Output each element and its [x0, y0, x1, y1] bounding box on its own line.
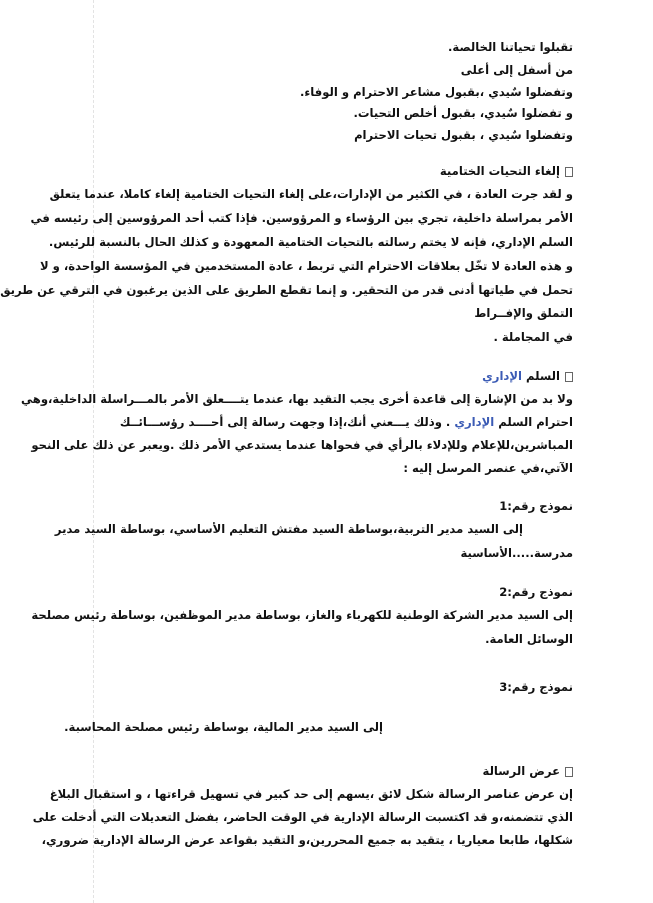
hyperlink-term[interactable]: الإداري	[482, 369, 522, 383]
paragraph-line: التملق والإفــراط	[474, 306, 573, 320]
closing-line: و تفضلوا سٌيدي، بقبول أخلص التحيات.	[353, 106, 573, 120]
bullet-box-icon	[565, 767, 573, 777]
hyperlink-term[interactable]: الإداري	[454, 415, 495, 429]
paragraph-line: و هذه العادة لا تخّل بعلاقات الاحترام التي تربط ، عادة المستخدمين في المؤسسة الواحدة، و لا	[39, 259, 573, 273]
model-line: الوسائل العامة.	[485, 632, 573, 646]
paragraph-line: الذي تتضمنه،و قد اكتسبت الرسالة الإدارية في الوقت الحاضر، بفضل التعديلات التي أدخلت على	[32, 810, 573, 824]
paragraph-line: إن عرض عناصر الرسالة شكل لائق ،يسهم إلى حد كبير في تسهيل قراءتها ، و استقبال البلاغ	[49, 787, 573, 801]
paragraph-line: السلم الإداري، فإنه لا يختم رسالته بالتحيات الختامية المعهودة و كذلك الحال بالنسبة للرئيس.	[48, 235, 573, 249]
section-heading-text: السلم الإداري	[482, 369, 560, 383]
paragraph-line: الآتي،في عنصر المرسل إليه :	[403, 461, 573, 475]
model-line: إلى السيد مدير التربية،بوساطة السيد مفتش التعليم الأساسي، بوساطة السيد مدير	[54, 522, 523, 536]
paragraph-line: المباشرين،للإعلام وللإدلاء بالرأي في فحواها عندما يستدعي الأمر ذلك .ويعبر عن ذلك على النحو	[31, 438, 573, 452]
section-heading-text: عرض الرسالة	[482, 764, 560, 778]
paragraph-line: و لقد جرت العادة ، في الكثير من الإدارات،على إلغاء التحيات الختامية إلغاء كاملا، عندما يتعلق	[49, 187, 573, 201]
section-heading	[97, 164, 573, 179]
section-heading	[97, 369, 573, 384]
model-line: إلى السيد مدير المالية، بوساطة رئيس مصلحة المحاسبة.	[64, 720, 383, 734]
paragraph-line: شكلها، طابعا معياريا ، يتقيد به جميع المحررين،و التقيد بقواعد عرض الرسالة الإدارية ضروري،	[41, 833, 573, 847]
paragraph-line: في المجاملة .	[493, 330, 573, 344]
section-heading-text: إلغاء التحيات الختامية	[439, 164, 560, 178]
paragraph-line: احترام السلم الإداري . وذلك يـــعني أنك،إذا وجهت رسالة إلى أحــــد رؤســـائــك	[119, 415, 573, 429]
paragraph-line: تحمل في طياتها أدنى قدر من التحقير. و إنما تقطع الطريق على الذين يرغبون في الترقي عن طريق	[0, 283, 573, 297]
closing-line: وتفضلوا سٌيدي ، بقبول تحيات الاحترام	[354, 128, 573, 142]
closing-line: من أسفل إلى أعلى	[460, 63, 573, 77]
model-line: مدرسة.....الأساسية	[460, 546, 573, 560]
section-heading	[97, 764, 573, 779]
bullet-box-icon	[565, 372, 573, 382]
model-title: نموذج رقم:2	[499, 585, 573, 599]
closing-line: وتفضلوا سٌيدي ،بقبول مشاعر الاحترام و الوفاء.	[299, 85, 573, 99]
bullet-box-icon	[565, 167, 573, 177]
paragraph-line: الأمر بمراسلة داخلية، تجري بين الرؤساء و المرؤوسين. فإذا كتب أحد المرؤوسين إلى رئيسه في	[30, 211, 573, 225]
model-title: نموذج رقم:3	[499, 680, 573, 694]
model-line: إلى السيد مدير الشركة الوطنية للكهرباء والغاز، بوساطة مدير الموظفين، بوساطة رئيس مصلحة	[31, 608, 573, 622]
paragraph-line: ولا بد من الإشارة إلى قاعدة أخرى يجب التقيد بها، عندما يتــــعلق الأمر بالمـــراسلة الداخلية،وهي	[21, 392, 573, 406]
closing-line: تقبلوا تحياتنا الخالصة.	[448, 40, 573, 54]
model-title: نموذج رقم:1	[499, 499, 573, 513]
